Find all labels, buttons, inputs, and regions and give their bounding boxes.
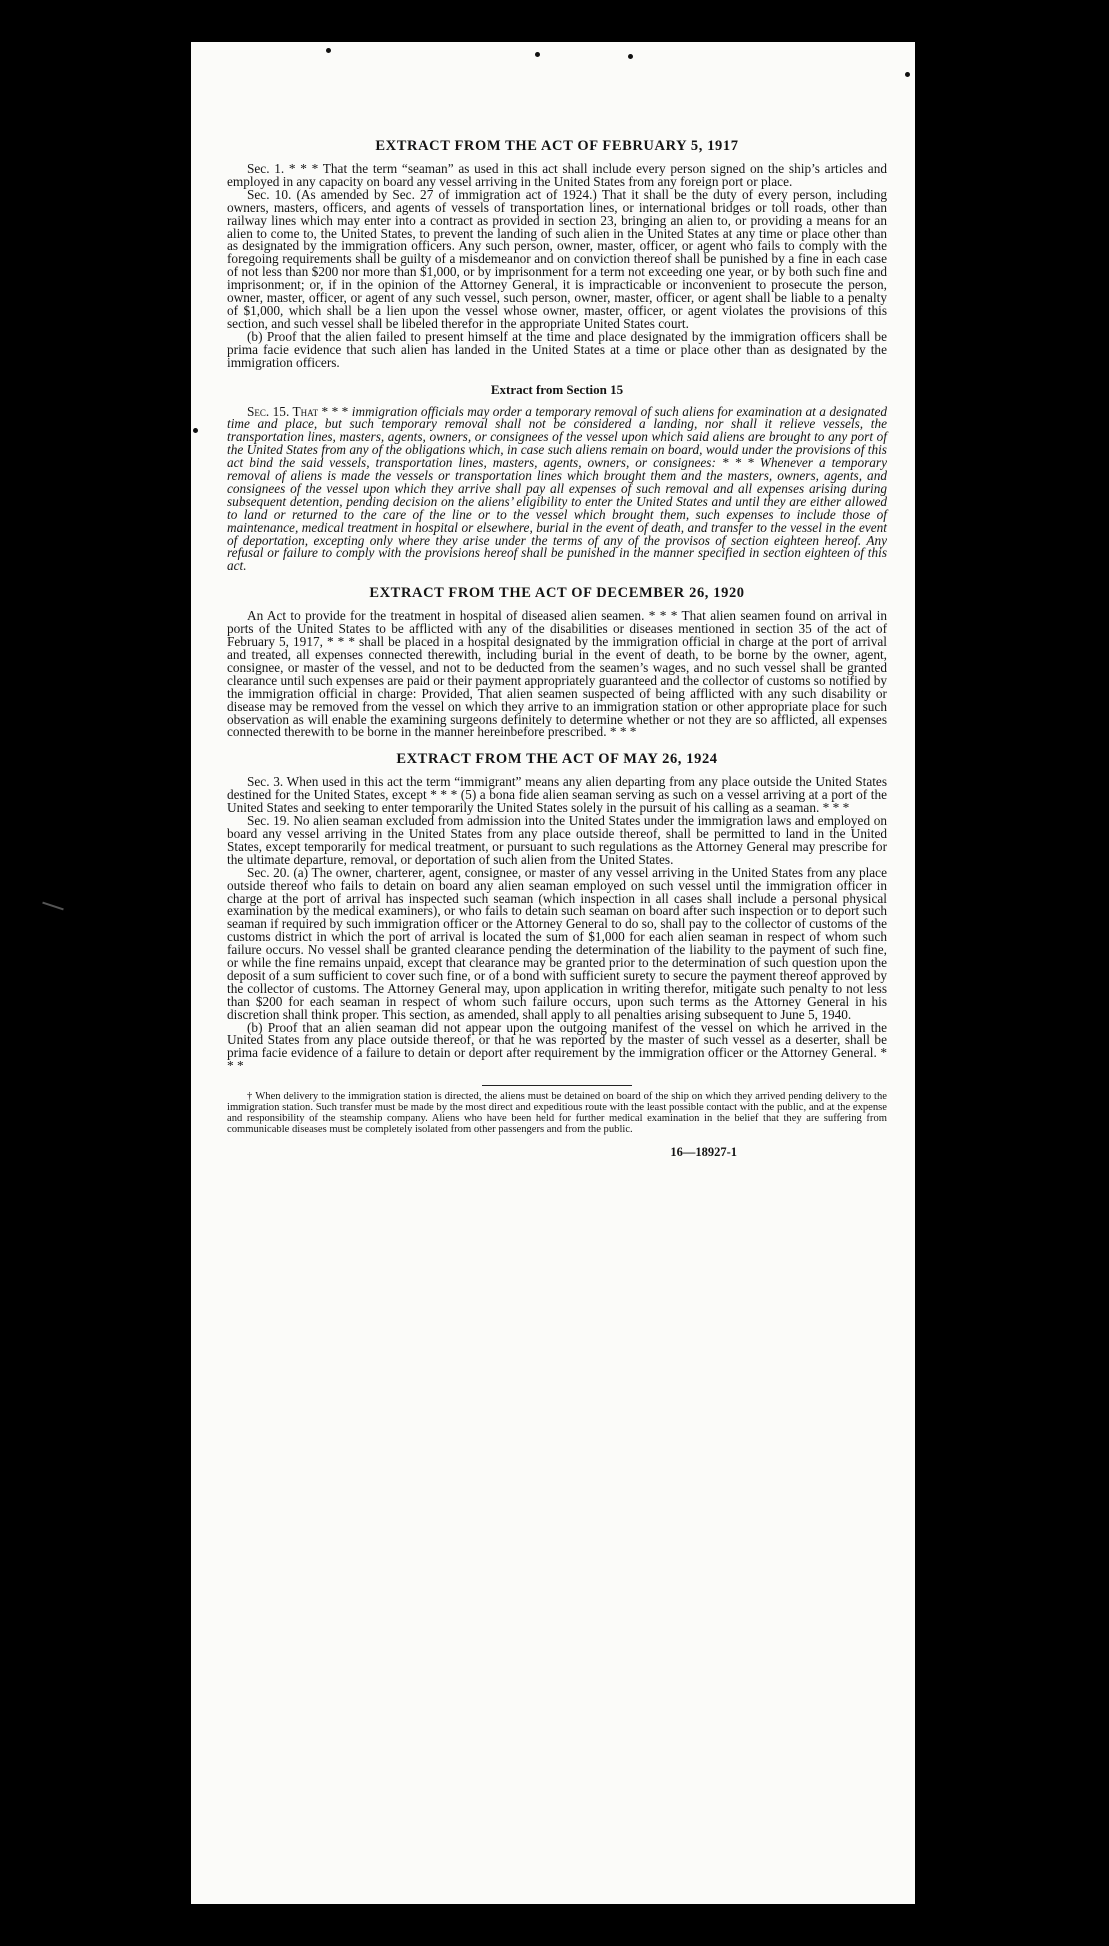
section-10-paragraph: Sec. 10. (As amended by Sec. 27 of immigration act of 1924.) That it shall be the duty of every person, including owners, masters, officers, and agents of vessels of transportation lines, or international bridges or toll roads, other than railway lines which may enter into a contract as provided in section 23, bringing an alien to, or providing a means for an alien to come to, the United States, to prevent the landing of such alien in the United States at any time or place other than as designated by the immigration officers. Any such person, owner, master, officer, or agent who fails to comply with the foregoing requirements shall be guilty of a misdemeanor and on conviction thereof shall be punished by a fine in each case of not less than $200 nor more than $1,000, or by imprisonment for a term not exceeding one year, or by both such fine and imprisonment; or, if in the opinion of the Attorney General, it is impracticable or inconvenient to prosecute the person, owner, master, officer, or agent of any such vessel, such person, owner, master, officer, or agent shall be liable to a penalty of $1,000, which shall be a lien upon the vessel whose owner, master, officer, or agent violates the provisions of this section, and such vessel shall be libeled therefor in the appropriate United States court. <box>227 186 887 331</box>
heading-1917: EXTRACT FROM THE ACT OF FEBRUARY 5, 1917 <box>375 138 739 154</box>
scan-speck <box>628 54 633 59</box>
section-19-paragraph: Sec. 19. No alien seaman excluded from admission into the United States under the immigration laws and employed on board any vessel arriving in the United States from any place outside thereof, shall be permitted to land in the United States, except temporarily for medical treatment, or pursuant to such regulations as the Attorney General may prescribe for the ultimate departure, removal, or deportation of such alien from the United States. <box>227 813 887 867</box>
document-page <box>191 42 915 1904</box>
section-15-lead: Sec. 15. That * * * <box>247 403 349 419</box>
section-15-body: immigration officials may order a temporary removal of such aliens for examination at a designated time and place, but such temporary removal shall not be considered a landing, nor shall it relieve vessels, the transportation lines, masters, agents, owners, or consignees of the vessel upon which said aliens are brought to any port of the United States from any of the obligations which, in case such aliens remain on board, would under the provisions of this act bind the said vessels, transportation lines, masters, agents, owners, or consignees: * * * Whenever a temporary removal of aliens is made the vessels or transportation lines which brought them and the masters, owners, agents, and consignees of the vessel upon which they arrive shall pay all expenses of such removal and all expenses arising during subsequent detention, pending decision on the aliens’ eligibility to enter the United States and until they are either allowed to land or returned to the care of the line or to the vessel which brought them, such expenses to include those of maintenance, medical treatment in hospital or elsewhere, burial in the event of death, and transfer to the vessel in the event of deportation, excepting only where they arise under the terms of any of the provisos of section eighteen hereof. Any refusal or failure to comply with the provisions hereof shall be punished in the manner specified in section eighteen of this act. <box>227 403 887 574</box>
section-1-paragraph: Sec. 1. * * * That the term “seaman” as used in this act shall include every person signed on the ship’s articles and employed in any capacity on board any vessel arriving in the United States from any foreign port or place. <box>227 161 887 189</box>
heading-1920: EXTRACT FROM THE ACT OF DECEMBER 26, 1920 <box>369 585 745 602</box>
footnote: † When delivery to the immigration station is directed, the aliens must be detained on board of the ship on which they arrived pending delivery to the immigration station. Such transfer must be made by the most direct and expeditious route with the least possible contact with the public, and at the expense and responsibility of the steamship company. Aliens who have been held for further medical examination in the belief that they are suffering from communicable diseases must be completely isolated from other passengers and from the public. <box>227 1091 887 1135</box>
scan-speck <box>193 428 198 433</box>
act-1920-paragraph: An Act to provide for the treatment in hospital of diseased alien seamen. * * * That alien seamen found on arrival in ports of the United States to be afflicted with any of the disabilities or diseases mentioned in section 35 of the act of February 5, 1917, * * * shall be placed in a hospital designated by the immigration official in charge at the port of arrival and treated, all expenses connected therewith, including burial in the event of death, to be borne by the owner, agent, consignee, or master of the vessel, and not to be deducted from the seamen’s wages, and no such vessel shall be granted clearance until such expenses are paid or their payment appropriately guaranteed and the collector of customs so notified by the immigration official in charge: Provided, That alien seamen suspected of being afflicted with any such disability or disease may be removed from the vessel on which they arrive to an immigration station or other appropriate place for such observation as will enable the examining surgeons definitely to determine whether or not they are so afflicted, all expenses connected therewith to be borne in the manner hereinbefore prescribed. * * * <box>227 608 887 740</box>
section-10b-paragraph: (b) Proof that the alien failed to present himself at the time and place designated by the immigration officers shall be prima facie evidence that such alien has landed in the United States at a time or place other than as designated by the immigration officers. <box>227 328 887 370</box>
section-3-paragraph: Sec. 3. When used in this act the term “immigrant” means any alien departing from any place outside the United States destined for the United States, except * * * (5) a bona fide alien seaman serving as such on a vessel arriving at a port of the United States and seeking to enter temporarily the United States solely in the pursuit of his calling as a seaman. * * * <box>227 774 887 816</box>
section-20b-paragraph: (b) Proof that an alien seaman did not appear upon the outgoing manifest of the vessel on which he arrived in the United States from any place outside thereof, or that he was reported by the master of such vessel as a deserter, shall be prima facie evidence of a failure to detain or deport after requirement by the immigration officer or the Attorney General. * * * <box>227 1019 887 1074</box>
scan-speck <box>326 48 331 53</box>
section-20-paragraph: Sec. 20. (a) The owner, charterer, agent, consignee, or master of any vessel arriving in the United States from any place outside thereof who fails to detain on board any alien seaman employed on such vessel until the immigration officer in charge at the port of arrival has inspected such seaman (which inspection in all cases shall include a personal physical examination by the medical examiners), or who fails to detain such seaman on board after such inspection or to deport such seaman if required by such immigration officer or the Attorney General to do so, shall pay to the collector of customs of the customs district in which the port of arrival is located the sum of $1,000 for each alien seaman in respect of whom such failure occurs. No vessel shall be granted clearance pending the determination of the liability to the payment of such fine, or while the fine remains unpaid, except that clearance may be granted prior to the determination of such question upon the deposit of a sum sufficient to cover such fine, or of a bond with sufficient surety to secure the payment thereof approved by the collector of customs. The Attorney General may, upon application in writing therefor, mitigate such penalty to not less than $200 for each seaman in respect of whom such failure occurs, upon such terms as the Attorney General in his discretion shall think proper. This section, as amended, shall apply to all penalties arising subsequent to June 5, 1940. <box>227 864 887 1022</box>
scan-mark <box>42 902 64 911</box>
heading-1924: EXTRACT FROM THE ACT OF MAY 26, 1924 <box>396 751 718 768</box>
section-15-paragraph <box>227 403 887 574</box>
footnote-divider <box>482 1085 632 1086</box>
heading-section-15: Extract from Section 15 <box>490 381 624 397</box>
form-number: 16—18927-1 <box>670 1145 737 1160</box>
scan-speck <box>905 72 910 77</box>
scan-speck <box>535 52 540 57</box>
